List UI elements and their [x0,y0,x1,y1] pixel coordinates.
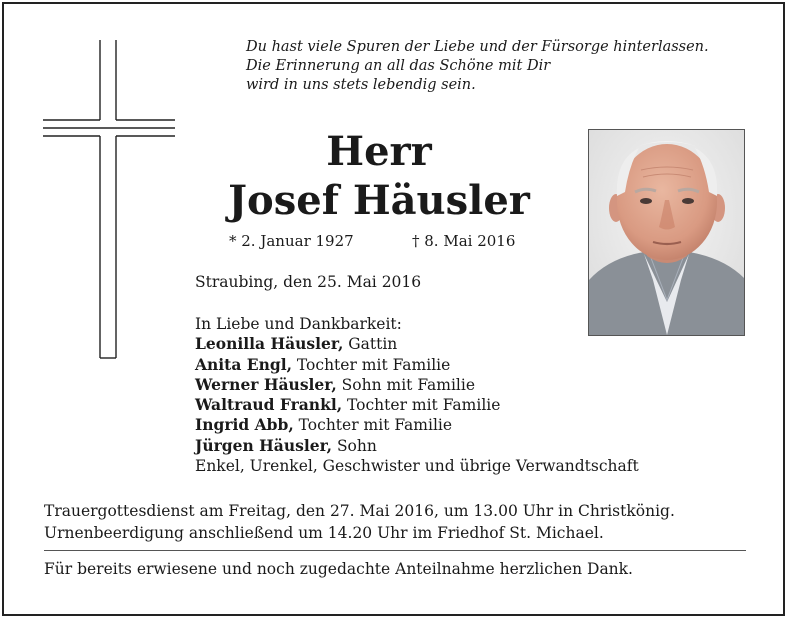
list-item [195,436,639,456]
member-name: Anita Engl, [195,354,292,374]
birth-date: * 2. Januar 1927 [229,232,354,250]
quote-line: wird in uns stets lebendig sein. [246,77,476,93]
member-relation: Tochter mit Familie [292,355,451,374]
list-item [195,355,639,375]
family-others: Enkel, Urenkel, Geschwister und übrige Verwandtschaft [195,457,639,476]
memorial-quote [246,38,709,95]
portrait-illustration [589,130,744,335]
list-item [195,375,639,395]
death-date: † 8. Mai 2016 [412,232,516,250]
member-relation: Tochter mit Familie [293,416,453,435]
member-name: Ingrid Abb, [195,415,294,435]
service-info [44,500,675,544]
member-name: Leonilla Häusler, [195,334,344,354]
list-item [195,395,639,415]
salutation: Herr [326,128,432,175]
family-intro: In Liebe und Dankbarkeit: [195,315,402,333]
service-line: Trauergottesdienst am Freitag, den 27. Mai 2016, um 13.00 Uhr in Christkönig. [44,502,675,520]
list-item [195,334,639,354]
member-name: Jürgen Häusler, [195,435,333,455]
member-name: Waltraud Frankl, [195,395,343,415]
quote-line: Du hast viele Spuren der Liebe und der Fürsorge hinterlassen. [246,39,709,55]
cross-icon [43,40,175,360]
deceased-name: Josef Häusler [228,177,530,224]
quote-line: Die Erinnerung an all das Schöne mit Dir [246,58,551,74]
list-item [195,415,639,435]
family-list [195,314,639,476]
place-date: Straubing, den 25. Mai 2016 [195,273,422,291]
member-name: Werner Häusler, [195,374,337,394]
burial-line: Urnenbeerdigung anschließend um 14.20 Uhr im Friedhof St. Michael. [44,524,604,542]
divider [44,550,746,551]
member-relation: Tochter mit Familie [342,396,501,415]
member-relation: Sohn mit Familie [336,375,476,394]
member-relation: Sohn [332,436,377,455]
portrait-photo [588,129,745,336]
member-relation: Gattin [343,335,398,354]
thanks-line: Für bereits erwiesene und noch zugedachte Anteilnahme herzlichen Dank. [44,560,633,578]
